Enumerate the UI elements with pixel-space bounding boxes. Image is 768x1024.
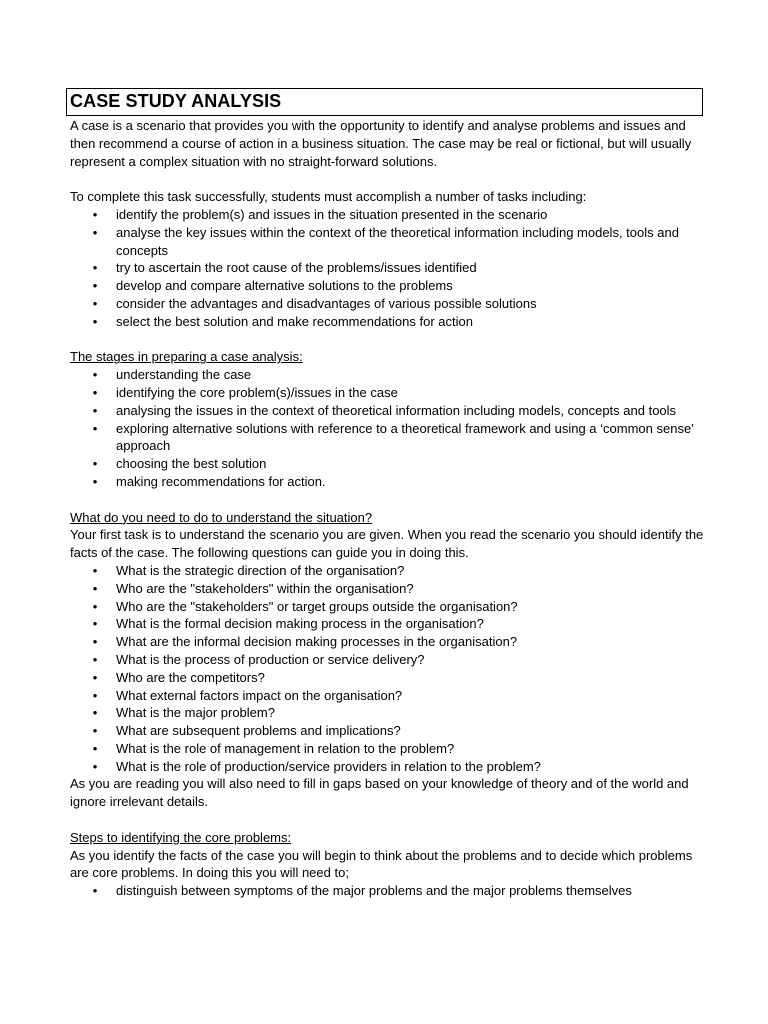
- reading-paragraph: As you are reading you will also need to fill in gaps based on your knowledge of theory and of the world and ignore irrelevant details.: [70, 776, 689, 810]
- bullet-icon: •: [92, 420, 98, 436]
- list-item: [70, 313, 710, 331]
- list-item-text: try to ascertain the root cause of the problems/issues identified: [116, 260, 477, 276]
- list-item: [70, 758, 710, 776]
- bullet-icon: •: [92, 580, 98, 596]
- bullet-icon: •: [92, 260, 98, 276]
- list-item-text: making recommendations for action.: [116, 473, 326, 489]
- spacer: [70, 331, 710, 349]
- list-item-text: What are the informal decision making processes in the organisation?: [116, 634, 518, 650]
- bullet-icon: •: [92, 278, 98, 294]
- stages-list: [70, 366, 710, 491]
- list-item: [70, 562, 710, 580]
- list-item-text: exploring alternative solutions with reference to a theoretical framework and using a ‘common sense’ approach: [116, 420, 694, 454]
- list-item: [70, 402, 710, 420]
- list-item-text: develop and compare alternative solutions to the problems: [116, 278, 453, 294]
- list-item-text: What is the strategic direction of the organisation?: [116, 562, 405, 578]
- tasks-intro: To complete this task successfully, students must accomplish a number of tasks including:: [70, 189, 587, 205]
- bullet-icon: •: [92, 669, 98, 685]
- bullet-icon: •: [92, 598, 98, 614]
- list-item: [70, 704, 710, 722]
- list-item: [70, 384, 710, 402]
- questions-list: [70, 562, 710, 776]
- understand-paragraph: Your first task is to understand the scenario you are given. When you read the scenario you should identify the facts of the case. The following questions can guide you in doing this.: [70, 527, 704, 561]
- bullet-icon: •: [92, 634, 98, 650]
- list-item: [70, 722, 710, 740]
- bullet-icon: •: [92, 456, 98, 472]
- core-heading: Steps to identifying the core problems:: [70, 829, 292, 845]
- bullet-icon: •: [92, 402, 98, 418]
- list-item-text: understanding the case: [116, 367, 252, 383]
- list-item: [70, 473, 710, 491]
- spacer: [70, 170, 710, 188]
- list-item-text: consider the advantages and disadvantages of various possible solutions: [116, 295, 537, 311]
- spacer: [70, 491, 710, 509]
- list-item-text: select the best solution and make recommendations for action: [116, 313, 473, 329]
- list-item-text: Who are the "stakeholders" or target groups outside the organisation?: [116, 598, 518, 614]
- list-item: [70, 455, 710, 473]
- list-item-text: analysing the issues in the context of theoretical information including models, concepts and tools: [116, 402, 677, 418]
- list-item: [70, 295, 710, 313]
- list-item-text: What is the role of management in relation to the problem?: [116, 740, 455, 756]
- list-item: [70, 224, 710, 260]
- core-steps-list: [70, 882, 710, 900]
- list-item-text: What external factors impact on the organisation?: [116, 687, 403, 703]
- bullet-icon: •: [92, 616, 98, 632]
- list-item: [70, 687, 710, 705]
- core-paragraph: As you identify the facts of the case you will begin to think about the problems and to decide which problems are core problems. In doing this you will need to;: [70, 847, 693, 881]
- list-item: [70, 277, 710, 295]
- bullet-icon: •: [92, 723, 98, 739]
- list-item-text: Who are the "stakeholders" within the organisation?: [116, 580, 414, 596]
- list-item-text: choosing the best solution: [116, 456, 267, 472]
- list-item: [70, 882, 710, 900]
- document-content: [70, 88, 710, 900]
- bullet-icon: •: [92, 705, 98, 721]
- intro-paragraph: A case is a scenario that provides you with the opportunity to identify and analyse problems and issues and then recommend a course of action in a business situation. The case may be real or fictional, but will usually represent a complex situation with no straight-forward solutions.: [70, 118, 692, 169]
- list-item: [70, 206, 710, 224]
- list-item: [70, 420, 710, 456]
- page-title: CASE STUDY ANALYSIS: [70, 91, 282, 112]
- list-item: [70, 669, 710, 687]
- bullet-icon: •: [92, 473, 98, 489]
- stages-heading: The stages in preparing a case analysis:: [70, 349, 303, 365]
- list-item-text: What is the process of production or service delivery?: [116, 651, 425, 667]
- list-item-text: analyse the key issues within the context of the theoretical information including models, tools and concepts: [116, 224, 679, 258]
- understand-heading: What do you need to do to understand the situation?: [70, 509, 373, 525]
- bullet-icon: •: [92, 883, 98, 899]
- list-item: [70, 615, 710, 633]
- bullet-icon: •: [92, 562, 98, 578]
- list-item-text: What is the role of production/service providers in relation to the problem?: [116, 758, 541, 774]
- title-box: [66, 88, 703, 116]
- bullet-icon: •: [92, 758, 98, 774]
- bullet-icon: •: [92, 224, 98, 240]
- list-item-text: distinguish between symptoms of the major problems and the major problems themselves: [116, 883, 632, 899]
- spacer: [70, 811, 710, 829]
- list-item-text: What is the major problem?: [116, 705, 275, 721]
- list-item: [70, 580, 710, 598]
- list-item-text: identifying the core problem(s)/issues in the case: [116, 384, 398, 400]
- bullet-icon: •: [92, 206, 98, 222]
- bullet-icon: •: [92, 367, 98, 383]
- list-item-text: What is the formal decision making process in the organisation?: [116, 616, 484, 632]
- bullet-icon: •: [92, 687, 98, 703]
- bullet-icon: •: [92, 651, 98, 667]
- bullet-icon: •: [92, 384, 98, 400]
- list-item: [70, 651, 710, 669]
- list-item: [70, 740, 710, 758]
- list-item: [70, 366, 710, 384]
- tasks-list: [70, 206, 710, 331]
- list-item: [70, 259, 710, 277]
- list-item: [70, 633, 710, 651]
- list-item: [70, 598, 710, 616]
- bullet-icon: •: [92, 313, 98, 329]
- bullet-icon: •: [92, 740, 98, 756]
- list-item-text: identify the problem(s) and issues in the situation presented in the scenario: [116, 206, 548, 222]
- list-item-text: What are subsequent problems and implications?: [116, 723, 401, 739]
- list-item-text: Who are the competitors?: [116, 669, 265, 685]
- bullet-icon: •: [92, 295, 98, 311]
